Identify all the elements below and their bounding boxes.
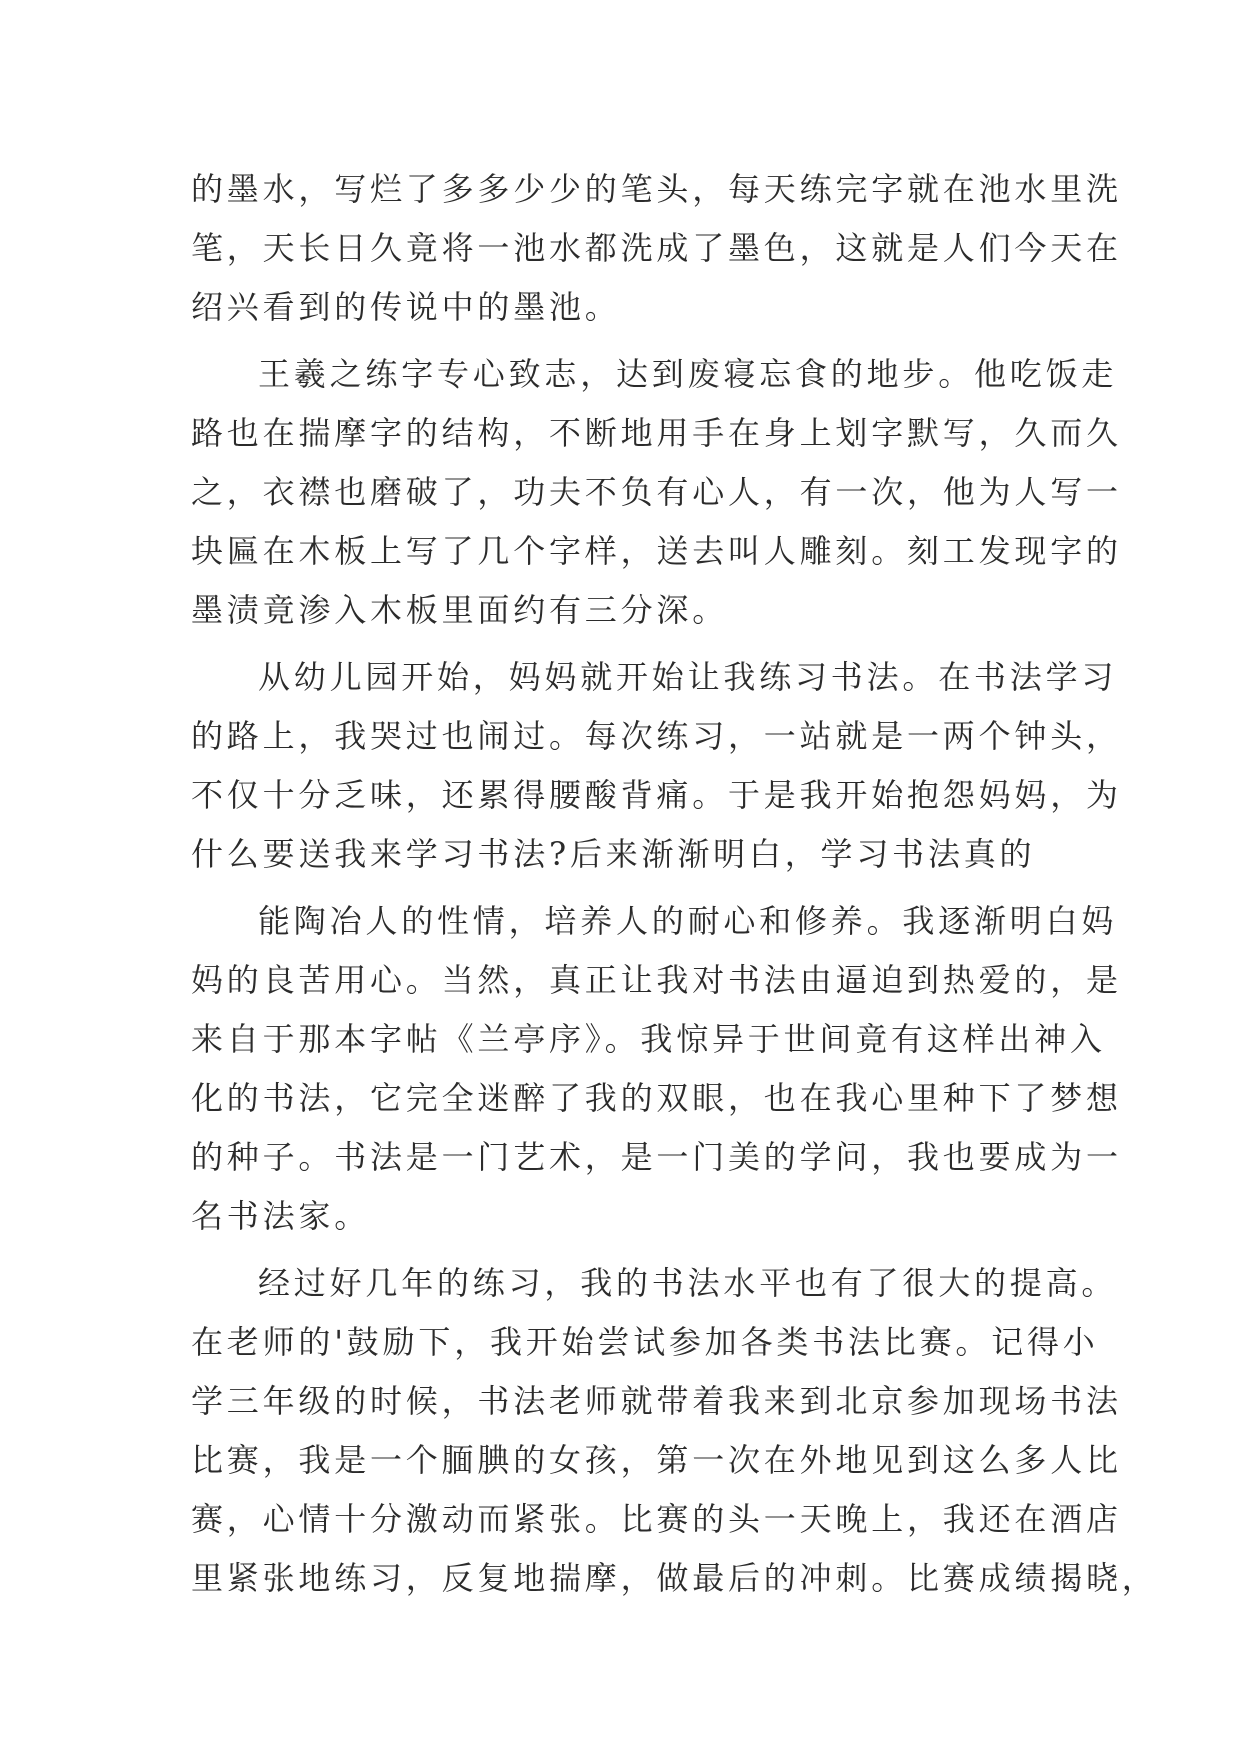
paragraph: [191, 892, 1122, 1246]
text-line: 的墨水，写烂了多多少少的笔头，每天练完字就在池水里洗: [191, 170, 1122, 208]
text-line: 王羲之练字专心致志，达到废寝忘食的地步。他吃饭走: [258, 355, 1118, 393]
text-line: 的种子。书法是一门艺术，是一门美的学问，我也要成为一: [191, 1138, 1122, 1176]
document-body: [191, 160, 1158, 1608]
text-line: 块匾在木板上写了几个字样，送去叫人雕刻。刻工发现字的: [191, 532, 1122, 570]
text-line: 赛，心情十分激动而紧张。比赛的头一天晚上，我还在酒店: [191, 1500, 1122, 1538]
paragraph: [191, 345, 1122, 640]
text-line: 学三年级的时候，书法老师就带着我来到北京参加现场书法: [191, 1382, 1122, 1420]
text-line: 墨渍竟渗入木板里面约有三分深。: [191, 591, 729, 629]
paragraph: [191, 160, 1122, 337]
text-line: 不仅十分乏味，还累得腰酸背痛。于是我开始抱怨妈妈，为: [191, 776, 1122, 814]
text-line: 什么要送我来学习书法?后来渐渐明白，学习书法真的: [191, 835, 1036, 873]
text-line: 路也在揣摩字的结构，不断地用手在身上划字默写，久而久: [191, 414, 1122, 452]
text-line: 名书法家。: [191, 1197, 371, 1235]
paragraph: [191, 648, 1122, 884]
text-line: 在老师的'鼓励下，我开始尝试参加各类书法比赛。记得小: [191, 1323, 1099, 1361]
text-line: 化的书法，它完全迷醉了我的双眼，也在我心里种下了梦想: [191, 1079, 1122, 1117]
text-line: 能陶冶人的性情，培养人的耐心和修养。我逐渐明白妈: [258, 902, 1118, 940]
text-line: 绍兴看到的传说中的墨池。: [191, 288, 621, 326]
text-line: 比赛，我是一个腼腆的女孩，第一次在外地见到这么多人比: [191, 1441, 1122, 1479]
text-line: 之，衣襟也磨破了，功夫不负有心人，有一次，他为人写一: [191, 473, 1122, 511]
paragraph: [191, 1254, 1158, 1608]
text-line: 经过好几年的练习，我的书法水平也有了很大的提高。: [258, 1264, 1118, 1302]
text-line: 来自于那本字帖《兰亭序》。我惊异于世间竟有这样出神入: [191, 1020, 1106, 1058]
text-line: 的路上，我哭过也闹过。每次练习，一站就是一两个钟头，: [191, 717, 1122, 755]
text-line: 妈的良苦用心。当然，真正让我对书法由逼迫到热爱的，是: [191, 961, 1122, 999]
text-line: 里紧张地练习，反复地揣摩，做最后的冲刺。比赛成绩揭晓，: [191, 1559, 1158, 1597]
text-line: 从幼儿园开始，妈妈就开始让我练习书法。在书法学习: [258, 658, 1118, 696]
text-line: 笔，天长日久竟将一池水都洗成了墨色，这就是人们今天在: [191, 229, 1122, 267]
